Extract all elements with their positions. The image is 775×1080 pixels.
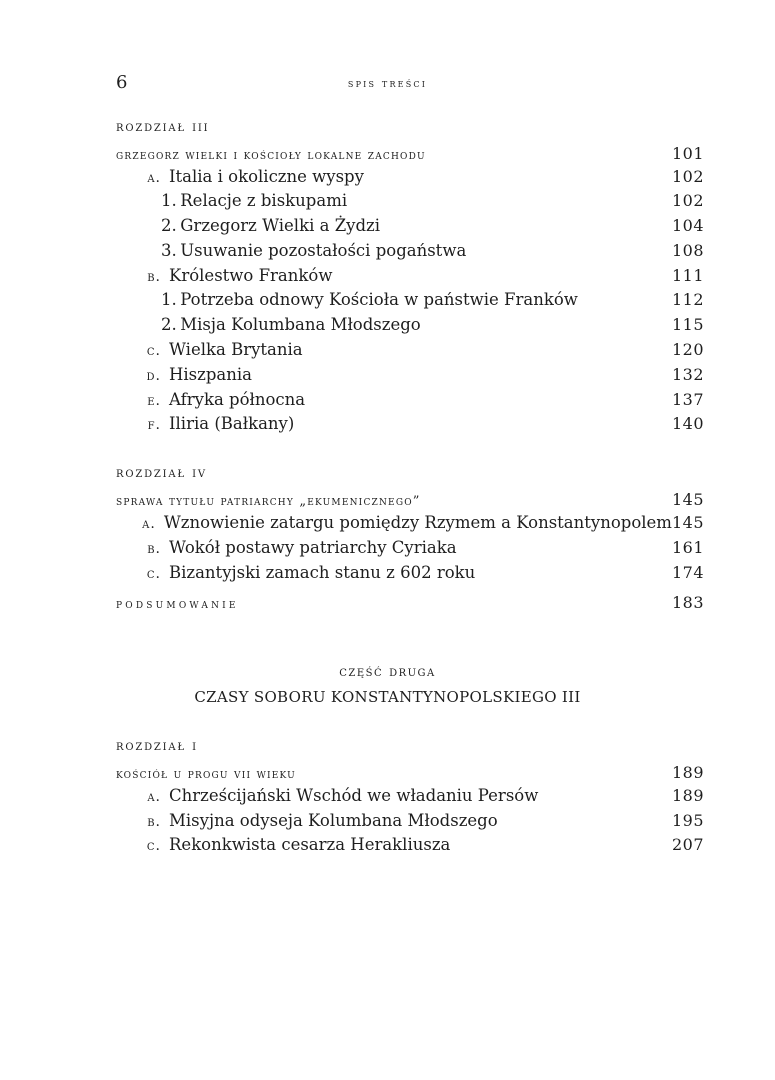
entry-title: Bizantyjski zamach stanu z 602 roku [169, 563, 476, 582]
entry-title: Misyjna odyseja Kolumbana Młodszego [169, 811, 498, 830]
page-ref: 145 [671, 490, 704, 509]
chapter-title-row[interactable] [116, 763, 704, 787]
page-ref: 112 [671, 290, 704, 309]
entry-title: Hiszpania [169, 365, 252, 384]
summary-label: podsumowanie [116, 597, 239, 612]
toc-entry[interactable] [116, 835, 704, 859]
entry-title: Misja Kolumbana Młodszego [180, 315, 421, 334]
subsection-number: 1. [161, 191, 177, 210]
entry-title: Wielka Brytania [169, 340, 303, 359]
chapter-title-row[interactable] [116, 490, 704, 514]
page-number: 6 [116, 72, 128, 93]
chapter-title: grzegorz wielki i kościoły lokalne zachodu [116, 148, 426, 163]
chapter-label: rozdział iii [116, 119, 210, 135]
page-ref: 108 [671, 241, 704, 260]
page-ref: 111 [671, 266, 704, 285]
entry-title: Chrześcijański Wschód we władaniu Persów [169, 786, 539, 805]
toc-entry[interactable] [116, 563, 704, 587]
toc-entry[interactable] [116, 811, 704, 835]
subsection-number: 2. [161, 216, 177, 235]
part-label: część druga [339, 664, 436, 680]
page-ref: 207 [671, 835, 704, 854]
toc-subentry[interactable] [116, 241, 704, 265]
page-ref: 145 [671, 513, 704, 532]
page-ref: 115 [671, 315, 704, 334]
subsection-number: 3. [161, 241, 177, 260]
section-letter: e. [147, 393, 161, 409]
section-letter: a. [142, 516, 156, 532]
toc-subentry[interactable] [116, 315, 704, 339]
section-letter: f. [147, 417, 161, 433]
section-letter: b. [147, 541, 161, 557]
toc-subentry[interactable] [116, 290, 704, 314]
toc-subentry[interactable] [116, 216, 704, 240]
page-ref: 102 [671, 191, 704, 210]
section-letter: b. [147, 814, 161, 830]
page-ref: 102 [671, 167, 704, 186]
part-title: CZASY SOBORU KONSTANTYNOPOLSKIEGO III [194, 688, 581, 706]
section-letter: d. [146, 368, 161, 384]
chapter-title-row[interactable] [116, 144, 704, 168]
chapter-label: rozdział i [116, 738, 198, 754]
page-ref: 189 [671, 786, 704, 805]
toc-entry[interactable] [116, 365, 704, 389]
entry-title: Wokół postawy patriarchy Cyriaka [169, 538, 457, 557]
section-letter: c. [146, 343, 161, 359]
chapter-label: rozdział iv [116, 465, 207, 481]
toc-entry[interactable] [116, 167, 704, 191]
entry-title: Relacje z biskupami [180, 191, 348, 210]
page-ref: 189 [671, 763, 704, 782]
entry-title: Potrzeba odnowy Kościoła w państwie Franków [180, 290, 578, 309]
toc-entry[interactable] [116, 340, 704, 364]
section-letter: a. [147, 789, 161, 805]
page-ref: 140 [671, 414, 704, 433]
toc-entry[interactable] [116, 513, 704, 537]
section-letter: c. [146, 566, 161, 582]
entry-title: Rekonkwista cesarza Herakliusza [169, 835, 451, 854]
entry-title: Italia i okoliczne wyspy [169, 167, 364, 186]
toc-entry[interactable] [116, 786, 704, 810]
page-ref: 104 [671, 216, 704, 235]
entry-title: Iliria (Bałkany) [169, 414, 295, 433]
chapter-title: kościół u progu vii wieku [116, 767, 296, 782]
toc-entry[interactable] [116, 414, 704, 438]
entry-title: Wznowienie zatargu pomiędzy Rzymem a Konstantynopolem [163, 513, 672, 532]
running-title: spis treści [347, 77, 428, 90]
section-letter: a. [147, 170, 161, 186]
page-ref: 183 [671, 593, 704, 612]
subsection-number: 2. [161, 315, 177, 334]
entry-title: Grzegorz Wielki a Żydzi [180, 216, 381, 235]
entry-title: Afryka północna [169, 390, 306, 409]
page-ref: 161 [671, 538, 704, 557]
toc-entry[interactable] [116, 538, 704, 562]
page-ref: 195 [671, 811, 704, 830]
page-ref: 174 [671, 563, 704, 582]
page-ref: 101 [671, 144, 704, 163]
entry-title: Królestwo Franków [169, 266, 333, 285]
subsection-number: 1. [161, 290, 177, 309]
entry-title: Usuwanie pozostałości pogaństwa [180, 241, 467, 260]
page-ref: 137 [671, 390, 704, 409]
page-ref: 120 [671, 340, 704, 359]
toc-entry[interactable] [116, 266, 704, 290]
section-letter: c. [146, 838, 161, 854]
page-ref: 132 [671, 365, 704, 384]
toc-subentry[interactable] [116, 191, 704, 215]
summary-row[interactable] [116, 593, 704, 617]
chapter-title: sprawa tytułu patriarchy „ekumenicznego” [116, 494, 421, 509]
toc-entry[interactable] [116, 390, 704, 414]
section-letter: b. [147, 269, 161, 285]
